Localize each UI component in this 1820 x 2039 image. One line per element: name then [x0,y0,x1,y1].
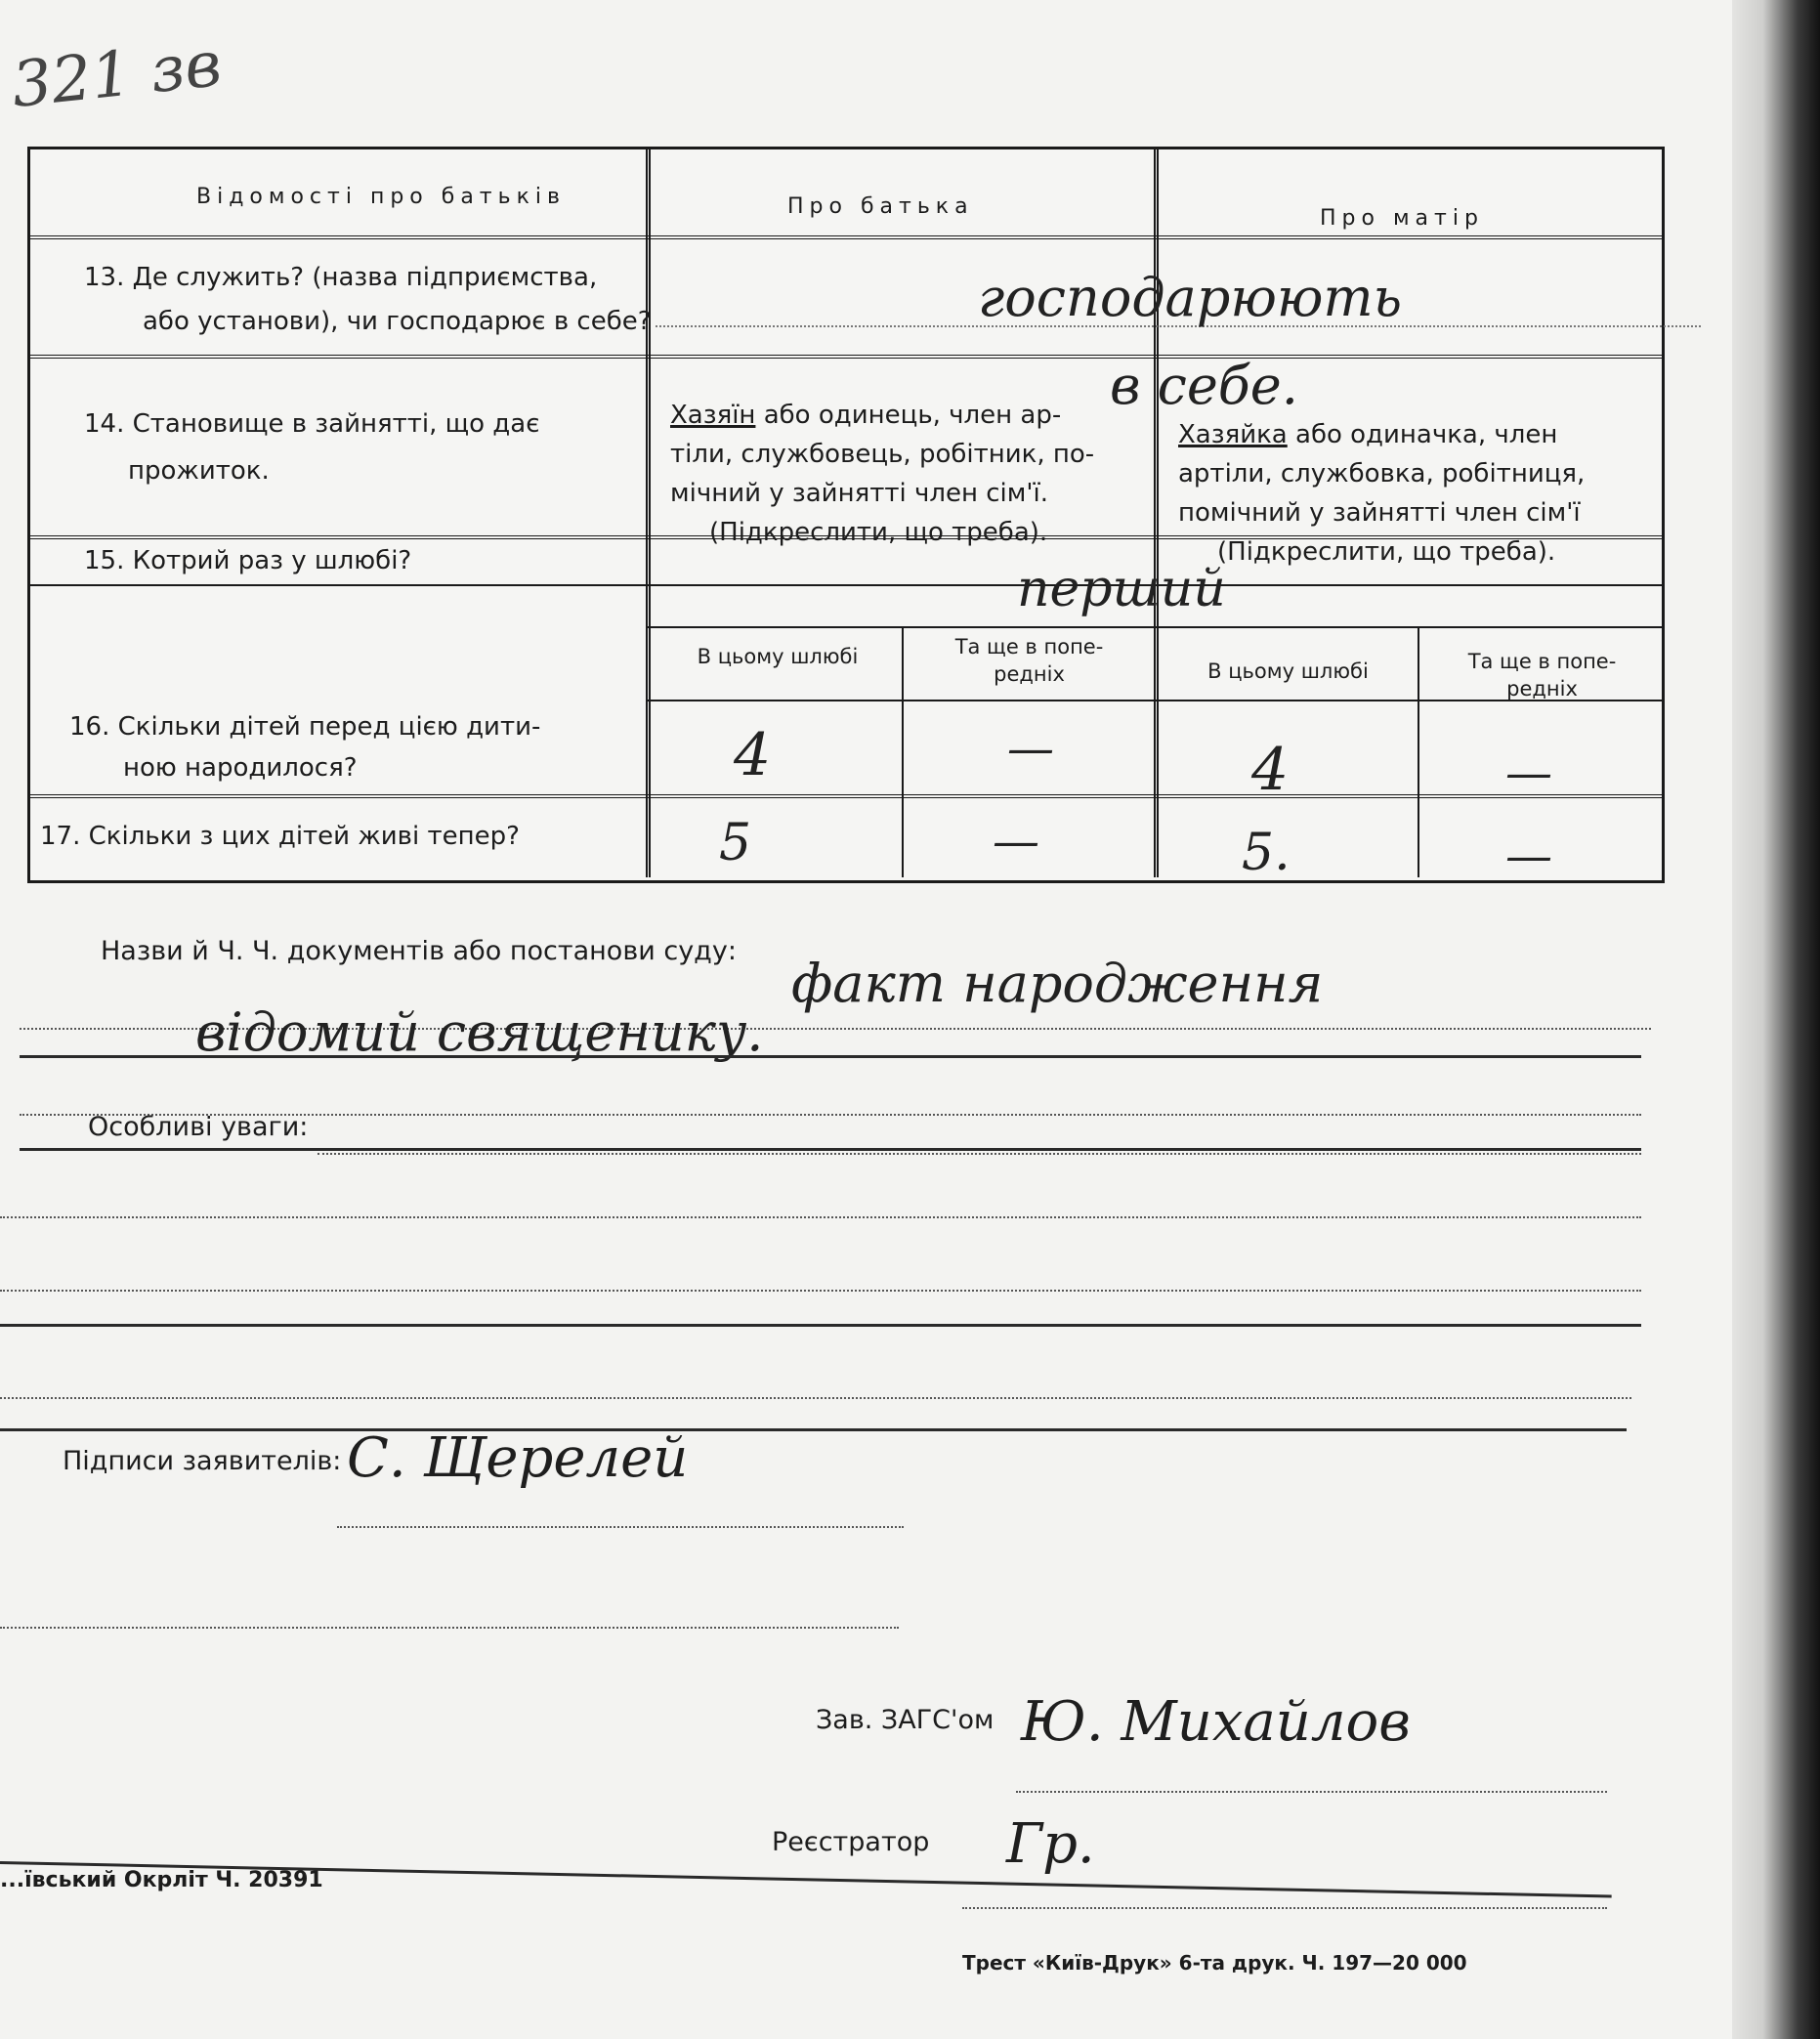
row13-label-2: або установи), чи господарює в себе? [143,307,652,336]
mother-status-selected: Хазяйка [1178,420,1288,449]
remarks-line-3 [0,1290,1641,1292]
remarks-line-4 [0,1397,1631,1399]
row17-mother-this: 5. [1242,824,1291,882]
remarks-line-2 [0,1216,1641,1218]
documents-rule-2 [20,1148,1641,1151]
row16-mother-prev: — [1505,745,1552,800]
row17-father-prev: — [993,814,1039,869]
remarks-line-1 [317,1153,1641,1155]
mother-sub-prev: Та ще в попе- редніх [1467,650,1617,701]
row14-label-1: 14. Становище в зайнятті, що дає [84,409,540,439]
registrar-label: Реєстратор [772,1827,930,1857]
row16-father-this: 4 [734,721,772,789]
row15-label: 15. Котрий раз у шлюбі? [84,546,412,575]
remarks-label: Особливі уваги: [88,1112,309,1142]
father-status-options: Хазяїн або одинець, член ар- тіли, службовець, робітник, по- мічний у зайнятті член сім'ї. (Підкреслити, що треба). [670,401,1095,547]
remarks-rule [0,1324,1641,1327]
row16-bottom-line [30,794,1662,798]
row17-label: 17. Скільки з цих дітей живі тепер? [40,822,520,851]
applicants-signature: С. Щерелей [347,1426,689,1490]
mother-sub-this: В цьому шлюбі [1207,659,1369,683]
row13-handwritten-2: в себе. [1110,355,1298,416]
header-father: Про батька [787,194,974,219]
head-line [1016,1791,1607,1793]
row14-label-2: прожиток. [128,456,270,486]
documents-rule [20,1055,1641,1058]
row17-mother-prev: — [1505,828,1552,883]
row16-label-1: 16. Скільки дітей перед цією дити- [69,712,541,742]
footer-left: ...ївський Окрліт Ч. 20391 [0,1868,323,1892]
documents-handwritten-2: відомий священику. [195,1001,764,1063]
remarks-rule-2 [0,1428,1627,1431]
head-signature: Ю. Михайлов [1021,1690,1411,1754]
col-divider-parents [1154,149,1159,877]
applicants-line-1 [337,1526,904,1528]
row13-bottom-line [30,355,1662,359]
registrar-line [962,1907,1607,1909]
documents-label: Назви й Ч. Ч. документів або постанови суду: [101,936,737,966]
row16-mother-this: 4 [1251,736,1290,804]
row13-label-1: 13. Де служить? (назва підприємства, [84,263,598,292]
row15-bottom-line [30,584,1662,586]
archive-number: 321 зв [8,27,225,123]
row16-subheader-top [646,626,1662,628]
row17-father-this: 5 [719,814,752,872]
col-divider-father-sub [902,626,904,877]
header-mother: Про матір [1320,206,1484,231]
col-divider-mother-sub [1418,626,1419,877]
row16-father-prev: — [1007,721,1054,776]
parents-info-table [27,147,1665,883]
row16-label-2: ною народилося? [123,753,358,783]
head-label: Зав. ЗАГС'ом [816,1705,995,1735]
page-edge-shadow [1732,0,1820,2039]
applicants-line-2 [0,1627,899,1629]
documents-handwritten-1: факт народження [791,953,1324,1014]
row15-handwritten: перший [1017,560,1226,618]
father-sub-this: В цьому шлюбі [697,645,859,668]
col-divider-main [646,149,651,877]
father-sub-prev: Та ще в попе- редніх [954,635,1104,686]
footer-right: Трест «Київ-Друк» 6-та друк. Ч. 197—20 000 [962,1951,1467,1975]
registrar-signature: Гр. [1006,1812,1095,1876]
row13-handwritten-1: господарюють [978,267,1403,328]
header-main: Відомості про батьків [196,185,566,209]
father-status-selected: Хазяїн [670,401,756,430]
mother-status-options: Хазяйка або одиначка, член артіли, службовка, робітниця, помічний у зайнятті член сім'ї (Підкреслити, що треба). [1178,420,1586,567]
applicants-label: Підписи заявителів: [63,1446,342,1476]
